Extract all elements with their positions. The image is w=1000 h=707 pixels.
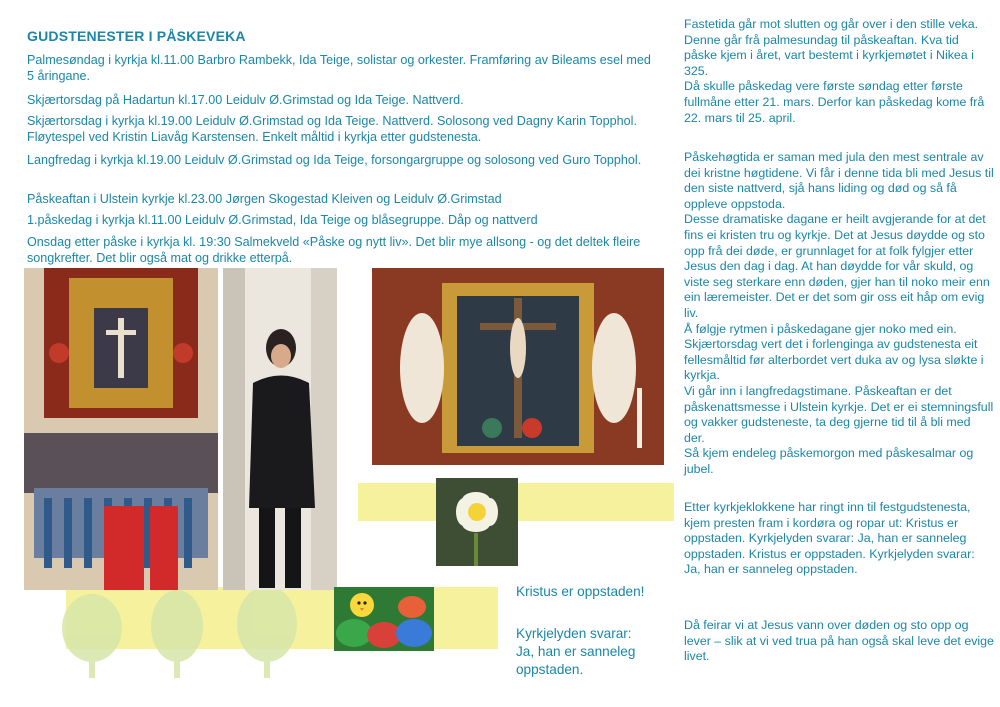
event-skjaertorsdag-kyrkja: Skjærtorsdag i kyrkja kl.19.00 Leidulv Ø.Grimstad og Ida Teige. Nattverd. Solosong ved Dagny Karin Topphol. Fløytespel ved Kristin Liavåg Karstensen. Enkelt måltid i kyrkja etter gudstenesta. [27,114,637,144]
altar-photo [24,268,218,590]
event-langfredag: Langfredag i kyrkja kl.19.00 Leidulv Ø.Grimstad og Ida Teige, forsongargruppe og solosong ved Guro Topphol. [27,153,642,167]
singer-photo [223,268,337,590]
crucifix-altarpiece-photo [372,268,664,465]
event-paaskeaftan: Påskeaftan i Ulstein kyrkje kl.23.00 Jørgen Skogestad Kleiven og Leidulv Ø.Grimstad [27,192,502,206]
event-skjaertorsdag-hadartun: Skjærtorsdag på Hadartun kl.17.00 Leidulv Ø.Grimstad og Ida Teige. Nattverd. [27,93,464,107]
event-palmesondag: Palmesøndag i kyrkja kl.11.00 Barbro Rambekk, Ida Teige, solistar og orkester. Framføring av Bileams esel med 5 åringane. [27,53,651,83]
paragraph-paaskehogtida: Påskehøgtida er saman med jula den mest sentrale av dei kristne høgtidene. Vi får i denne tida bli med Jesus til den siste nattverd, sjå hans liding og død og så få oppleve oppstoda. Desse dramatiske dagane er heilt avgjerande for at det fins ei kristen tru og kyrkje. Det at Jesus døydde og sto opp frå dei døde, er grunnlaget for at folk fylgjer etter Jesus den dag i dag. At han døydde for vår skuld, og viste seg sterkare enn døden, gjer han til noko meir enn ein læremeister. Det er det som gir oss eit håp om evig liv. Å følgje rytmen i påskedagane gjer noko med ein. Skjærtorsdag vert det i forlenginga av gudstenesta eit fellesmåltid før alterbordet vert duka av og lysa sløkte i kyrkja. Vi går inn i langfredagstimane. Påskeaftan er det påskenattsmesse i Ulstein kyrkje. Det er ei stemningsfull og vakker gudsteneste, ta deg gjerne tid til å bli med der. Så kjem endeleg påskemorgon med påskesalmar og jubel. [684,150,994,476]
caption-svar-line2: Ja, han er sanneleg [516,644,636,659]
caption-svar-line1: Kyrkjelyden svarar: [516,626,632,641]
daffodil-photo [436,478,518,566]
caption-svar-line3: oppstaden. [516,662,584,677]
paragraph-fastetida: Fastetida går mot slutten og går over i den stille veka. Denne går frå palmesundag til påskeaftan. Kva tid påske kjem i året, vart bestemt i kyrkjemøtet i Nikea i 325. Då skulle påskedag vere første søndag etter første fullmåne etter 21. mars. Derfor kan påskedag kome frå 22. mars til 25. april. [684,17,985,125]
tree-silhouettes [52,588,322,678]
event-onsdag-salmekveld: Onsdag etter påske i kyrkja kl. 19:30 Salmekveld «Påske og nytt liv». Det blir mye allsong - og det deltek fleire songkrefter. Det blir også mat og drikke etterpå. [27,235,641,265]
paragraph-kyrkjeklokkene: Etter kyrkjeklokkene har ringt inn til festgudstenesta, kjem presten fram i kordøra og ropar ut: Kristus er oppstaden. Kyrkjelyden svarar: Ja, han er sanneleg oppstaden. Kristus er oppstaden. Kyrkjelyden svarar: Ja, han er sanneleg oppstaden. [684,500,975,577]
event-1-paaskedag: 1.påskedag i kyrkja kl.11.00 Leidulv Ø.Grimstad, Ida Teige og blåsegruppe. Dåp og nattverd [27,213,538,227]
page-title: GUDSTENESTER I PÅSKEVEKA [27,28,246,44]
easter-eggs-chick-photo [334,587,434,651]
paragraph-feirar: Då feirar vi at Jesus vann over døden og sto opp og lever – slik at vi ved trua på han også skal leve det evige livet. [684,618,994,664]
caption-kristus-er-oppstaden: Kristus er oppstaden! [516,584,645,599]
